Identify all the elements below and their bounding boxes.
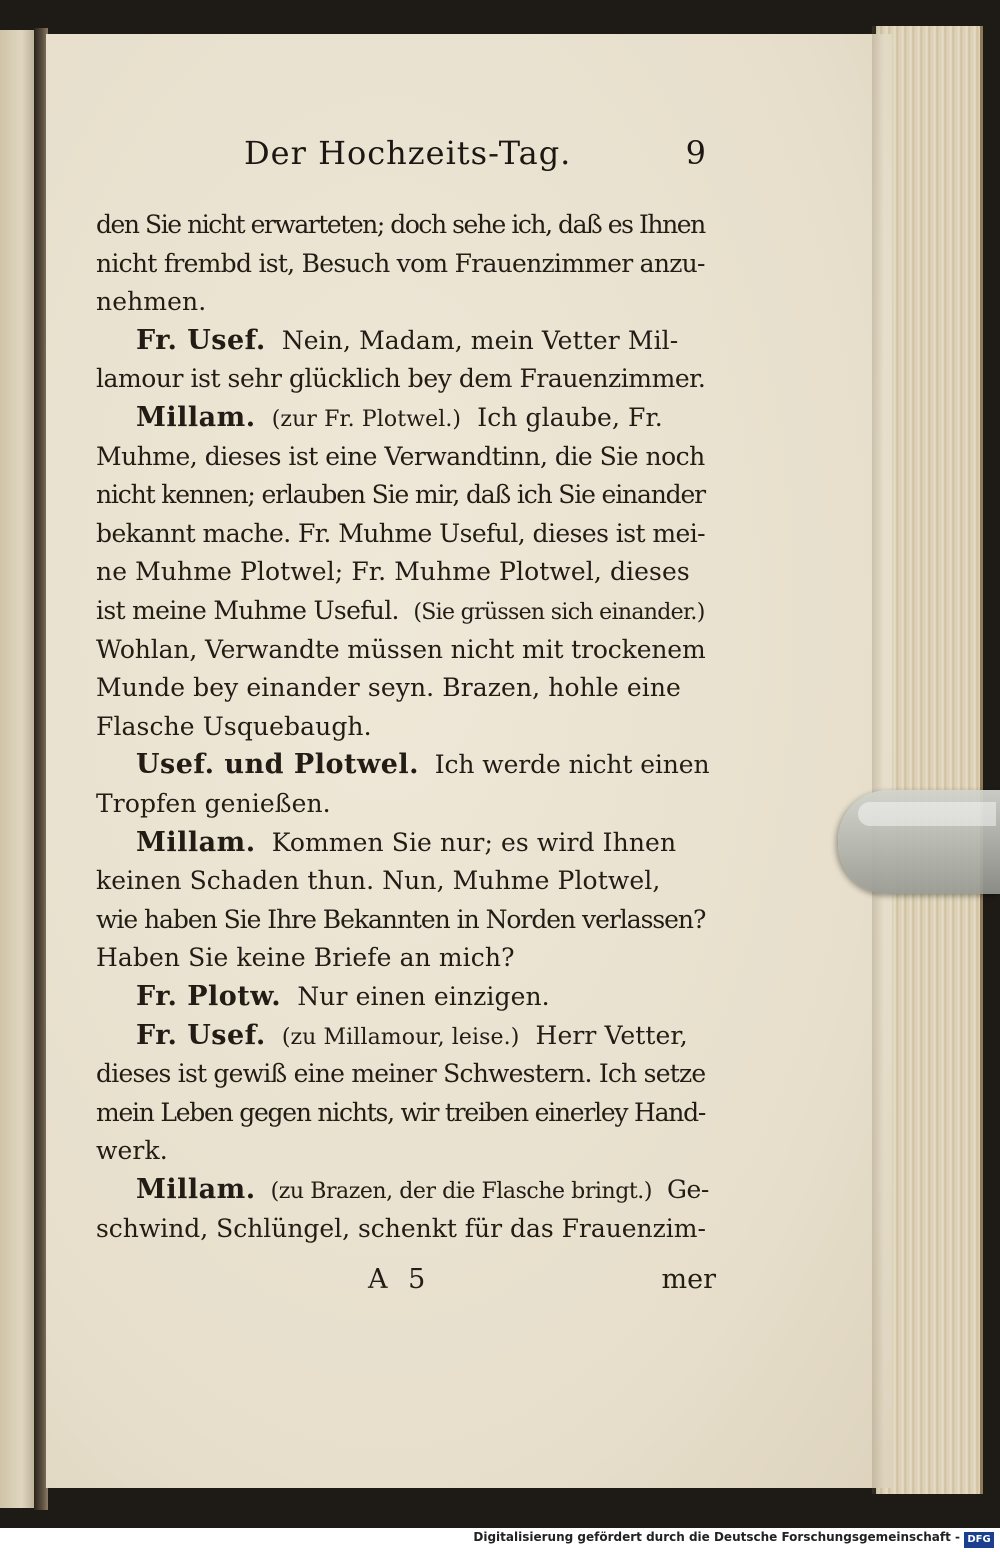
line-text: Nur einen einzigen.	[297, 982, 550, 1011]
funding-credit: Digitalisierung gefördert durch die Deutsche Forschungsgemeinschaft -	[473, 1530, 960, 1544]
text-line	[96, 245, 710, 283]
text-line	[96, 669, 710, 707]
speaker-line	[136, 399, 710, 437]
speaker-name: Usef. und Plotwel.	[136, 749, 420, 780]
line-text: Nein, Madam, mein Vetter Mil-	[281, 326, 679, 355]
speaker-name: Fr. Plotw.	[136, 981, 282, 1012]
speaker-name: Millam.	[136, 827, 256, 858]
text-line	[96, 785, 710, 823]
line-text: Wohlan, Verwandte müssen nicht mit trockenem	[96, 635, 706, 664]
line-text: Munde bey einander seyn. Brazen, hohle eine	[96, 673, 681, 702]
line-text: lamour ist sehr glücklich bey dem Frauenzimmer.	[96, 364, 706, 393]
speaker-line	[136, 1017, 710, 1055]
line-text: Ich werde nicht einen	[434, 750, 710, 779]
line-text: nehmen.	[96, 287, 207, 316]
line-text: Tropfen genießen.	[96, 789, 331, 818]
text-line	[96, 708, 710, 746]
line-text: schwind, Schlüngel, schenkt für das Frauenzim-	[96, 1214, 706, 1243]
text-line	[96, 939, 710, 977]
text-line	[96, 631, 710, 669]
left-page-edge	[0, 30, 36, 1508]
speaker-name: Fr. Usef.	[136, 1020, 266, 1051]
text-line	[96, 592, 710, 630]
signature-mark: A 5	[368, 1264, 432, 1295]
speaker-name: Millam.	[136, 1174, 256, 1205]
speaker-line	[136, 746, 710, 784]
text-line	[96, 515, 710, 553]
text-line	[96, 283, 710, 321]
line-text: ne Muhme Plotwel; Fr. Muhme Plotwel, dieses	[96, 557, 690, 586]
page-footer	[96, 1264, 716, 1304]
page-shadow	[872, 26, 884, 1494]
speaker-line	[136, 978, 710, 1016]
stage-direction: (zu Brazen, der die Flasche bringt.)	[270, 1179, 652, 1204]
speaker-name: Fr. Usef.	[136, 325, 266, 356]
text-line	[96, 862, 710, 900]
line-text: Muhme, dieses ist eine Verwandtinn, die Sie noch	[96, 442, 705, 471]
line-text: Kommen Sie nur; es wird Ihnen	[271, 828, 677, 857]
line-text: Herr Vetter,	[535, 1021, 688, 1050]
speaker-line	[136, 1171, 710, 1209]
line-text: Ich glaube, Fr.	[477, 403, 663, 432]
line-text: keinen Schaden thun. Nun, Muhme Plotwel,	[96, 866, 661, 895]
line-text: nicht frembd ist, Besuch vom Frauenzimmer anzu-	[96, 249, 705, 278]
speaker-line	[136, 322, 710, 360]
running-title: Der Hochzeits-Tag.	[244, 134, 572, 172]
speaker-line	[136, 824, 710, 862]
page-clip-shine	[858, 802, 996, 826]
text-line	[96, 1210, 710, 1248]
running-header	[244, 134, 706, 182]
line-text: bekannt mache. Fr. Muhme Useful, dieses ist mei-	[96, 519, 706, 548]
credit-bar	[0, 1528, 1000, 1552]
line-text: dieses ist gewiß eine meiner Schwestern. Ich setze	[96, 1059, 706, 1088]
line-text: ist meine Muhme Useful.	[96, 596, 399, 625]
line-text: den Sie nicht erwarteten; doch sehe ich, daß es Ihnen	[96, 210, 705, 239]
text-line	[96, 360, 710, 398]
text-line	[96, 438, 710, 476]
page-edges	[876, 26, 983, 1494]
line-text: Haben Sie keine Briefe an mich?	[96, 943, 515, 972]
line-text: nicht kennen; erlauben Sie mir, daß ich Sie einander	[96, 480, 705, 509]
text-line	[96, 1055, 710, 1093]
dfg-logo: DFG	[964, 1532, 994, 1548]
text-line	[96, 553, 710, 591]
text-line	[96, 1094, 710, 1132]
line-text: wie haben Sie Ihre Bekannten in Norden verlassen?	[96, 905, 706, 934]
stage-direction: (zu Millamour, leise.)	[281, 1025, 520, 1050]
text-line	[96, 901, 710, 939]
line-text: werk.	[96, 1136, 168, 1165]
line-text: Ge-	[666, 1175, 709, 1204]
text-line	[96, 206, 710, 244]
speaker-name: Millam.	[136, 402, 256, 433]
line-text: Flasche Usquebaugh.	[96, 712, 372, 741]
catchword: mer	[661, 1264, 716, 1295]
text-line	[96, 476, 710, 514]
text-line	[96, 1132, 710, 1170]
line-text: mein Leben gegen nichts, wir treiben einerley Hand-	[96, 1098, 706, 1127]
stage-direction: (zur Fr. Plotwel.)	[271, 407, 462, 432]
page-number: 9	[685, 134, 706, 172]
stage-direction: (Sie grüssen sich einander.)	[413, 600, 705, 625]
